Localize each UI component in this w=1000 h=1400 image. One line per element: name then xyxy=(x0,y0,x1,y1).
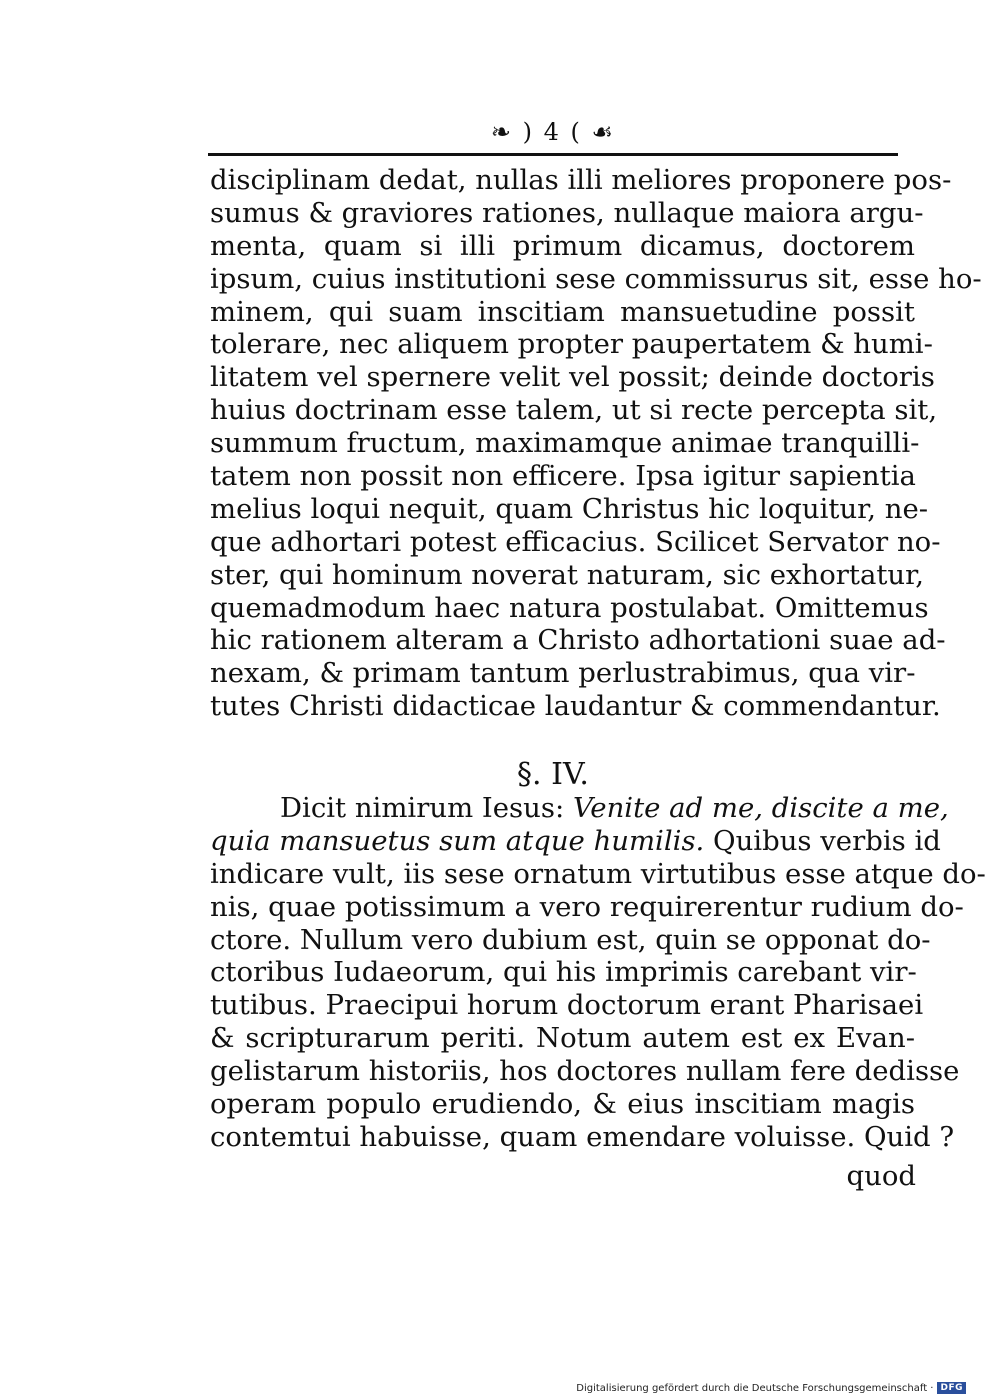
quotation-italic: Venite ad me, discite a me, xyxy=(572,792,949,824)
text-line: tatem non possit non efficere. Ipsa igitur sapientia xyxy=(210,460,916,493)
text-line xyxy=(210,792,949,825)
text-line: que adhortari potest efficacius. Scilicet Servator no- xyxy=(210,525,941,558)
text-line: indicare vult, iis sese ornatum virtutibus esse atque do- xyxy=(210,857,986,890)
text-line: huius doctrinam esse talem, ut si recte percepta sit, xyxy=(210,394,938,427)
text-line: & scripturarum periti. Notum autem est ex Evan- xyxy=(210,1022,915,1055)
dfg-logo-icon: DFG xyxy=(937,1382,966,1394)
text-line: gelistarum historiis, hos doctores nullam fere dedisse xyxy=(210,1055,960,1088)
text-line: ipsum, cuius institutioni sese commissurus sit, esse ho- xyxy=(210,262,982,295)
text-line: operam populo erudiendo, & eius inscitiam magis xyxy=(210,1088,915,1121)
text-line: menta, quam si illi primum dicamus, doctorem xyxy=(210,229,915,262)
text-line: summum fructum, maximamque animae tranquilli- xyxy=(210,427,920,460)
text-line: litatem vel spernere velit vel possit; deinde doctoris xyxy=(210,361,935,394)
paragraph-1 xyxy=(210,164,982,723)
text-line: minem, qui suam inscitiam mansuetudine possit xyxy=(210,295,915,328)
text-line: melius loqui nequit, quam Christus hic loquitur, ne- xyxy=(210,492,929,525)
text-line: tutes Christi didacticae laudantur & commendantur. xyxy=(210,690,941,723)
text-run: Dicit nimirum Iesus: xyxy=(280,792,573,824)
page-header xyxy=(208,118,898,146)
quotation-italic: quia mansuetus sum atque humilis. xyxy=(210,824,705,857)
text-line: tutibus. Praecipui horum doctorum erant Pharisaei xyxy=(210,989,924,1022)
text-line: ctore. Nullum vero dubium est, quin se opponat do- xyxy=(210,923,931,956)
text-line: disciplinam dedat, nullas illi meliores proponere pos- xyxy=(210,164,952,196)
page-number-label: ❧ ) 4 ( ☙ xyxy=(490,118,616,146)
footer-text: Digitalisierung gefördert durch die Deutsche Forschungsgemeinschaft · xyxy=(576,1382,934,1394)
text-line: ctoribus Iudaeorum, qui his imprimis carebant vir- xyxy=(210,956,917,989)
text-line xyxy=(210,824,941,858)
section-heading: §. IV. xyxy=(517,757,589,792)
header-rule xyxy=(208,153,898,156)
text-line: contemtui habuisse, quam emendare voluisse. Quid ? xyxy=(210,1120,955,1153)
text-line: nexam, & primam tantum perlustrabimus, qua vir- xyxy=(210,657,916,690)
catchword: quod xyxy=(846,1160,916,1192)
paragraph-2 xyxy=(210,792,986,1154)
text-line: quemadmodum haec natura postulabat. Omittemus xyxy=(210,591,929,624)
text-line: nis, quae potissimum a vero requirerentur rudium do- xyxy=(210,890,964,923)
text-run: Quibus verbis id xyxy=(704,824,941,857)
text-line: tolerare, nec aliquem propter paupertatem & humi- xyxy=(210,328,933,361)
text-line: hic rationem alteram a Christo adhortationi suae ad- xyxy=(210,624,946,657)
digitization-footer xyxy=(576,1382,966,1394)
text-line: sumus & graviores rationes, nullaque maiora argu- xyxy=(210,196,924,229)
text-line: ster, qui hominum noverat naturam, sic exhortatur, xyxy=(210,558,924,591)
